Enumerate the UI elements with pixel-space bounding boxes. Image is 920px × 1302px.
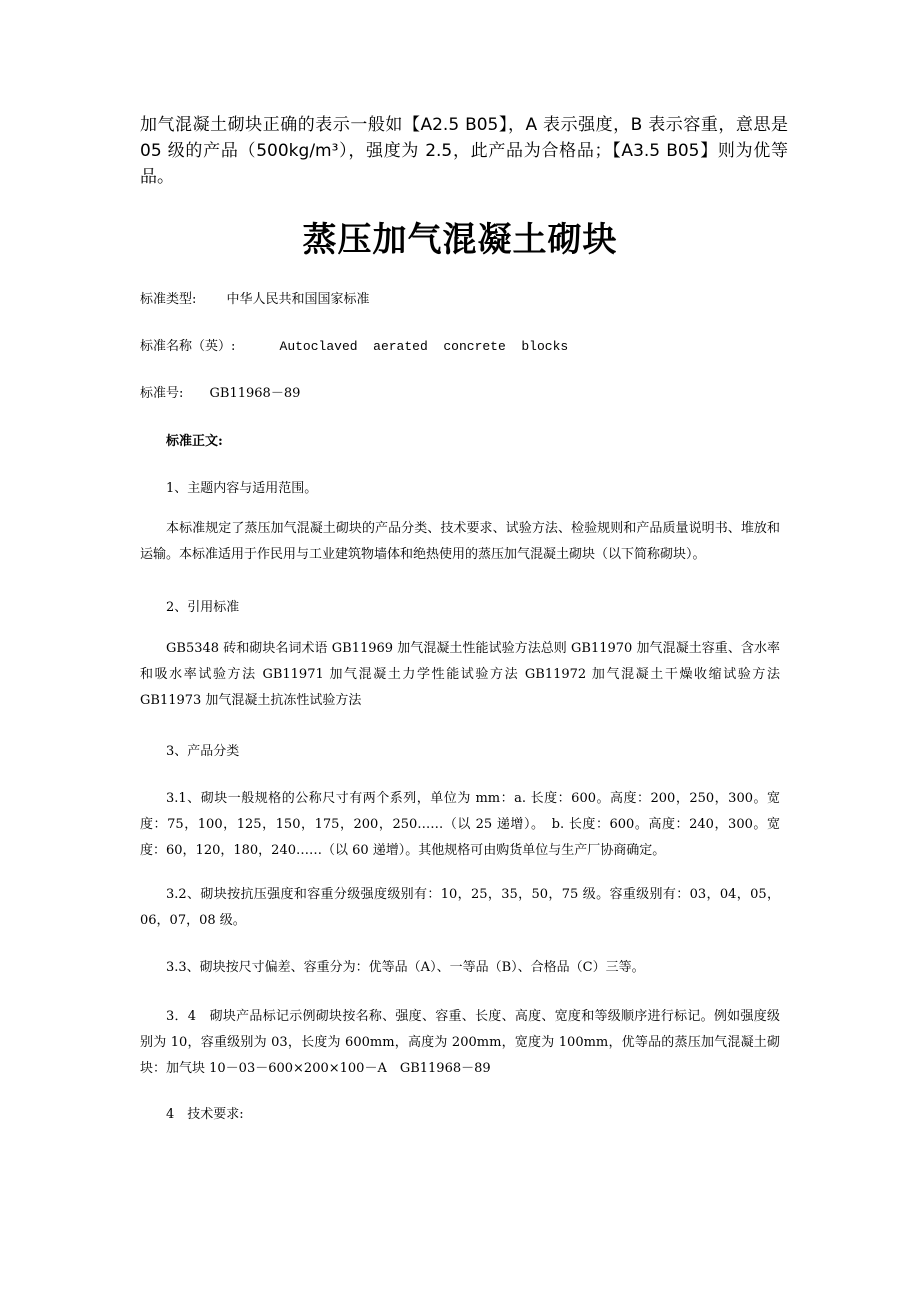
section-2-heading: 2、引用标准	[166, 600, 240, 615]
section-3-2-text: 3.2、砌块按抗压强度和容重分级强度级别有：10，25，35，50，75 级。容重级别有：03，04，05，06，07，08 级。	[140, 887, 780, 928]
section-1-heading: 1、主题内容与适用范围。	[166, 481, 318, 496]
standard-number-label: 标准号:	[140, 386, 184, 401]
body-heading: 标准正文:	[166, 434, 223, 449]
section-4-heading: 4 技术要求:	[166, 1107, 244, 1122]
section-3-1-text: 3.1、砌块一般规格的公称尺寸有两个系列，单位为 mm：a. 长度：600。高度：200，250，300。宽度：75，100，125，150，175，200，250……（以 25 递增）。 b. 长度：600。高度：240，300。宽度：60，120，180，240……（以 60 递增）。其他规格可由购货单位与生产厂协商确定。	[140, 791, 780, 858]
standard-number-row	[140, 382, 780, 401]
section-2-text: GB5348 砖和砌块名词术语 GB11969 加气混凝土性能试验方法总则 GB11970 加气混凝土容重、含水率和吸水率试验方法 GB11971 加气混凝土力学性能试验方法 GB11972 加气混凝土干燥收缩试验方法 GB11973 加气混凝土抗冻性试验方法	[140, 641, 780, 708]
standard-name-en-label: 标准名称（英）:	[140, 339, 236, 354]
section-3-4-text: 3．4 砌块产品标记示例砌块按名称、强度、容重、长度、高度、宽度和等级顺序进行标记。例如强度级别为 10，容重级别为 03，长度为 600mm，高度为 200mm，宽度为 100mm，优等品的蒸压加气混凝土砌块：加气块 10－03－600×200×100－A GB11968－89	[140, 1009, 780, 1076]
standard-type-value: 中华人民共和国国家标准	[226, 292, 370, 307]
section-3-heading: 3、产品分类	[166, 744, 240, 759]
standard-type-row	[140, 288, 780, 307]
intro-paragraph: 加气混凝土砌块正确的表示一般如【A2.5 B05】，A 表示强度，B 表示容重，意思是 05 级的产品（500kg/m³），强度为 2.5，此产品为合格品；【A3.5 B05】则为优等品。	[140, 115, 788, 187]
section-1-text: 本标准规定了蒸压加气混凝土砌块的产品分类、技术要求、试验方法、检验规则和产品质量说明书、堆放和运输。本标准适用于作民用与工业建筑物墙体和绝热使用的蒸压加气混凝土砌块（以下简称砌块）。	[140, 521, 780, 562]
standard-type-label: 标准类型:	[140, 292, 197, 307]
standard-name-en-value: Autoclaved aerated concrete blocks	[279, 339, 569, 354]
page-title: 蒸压加气混凝土砌块	[302, 220, 618, 260]
standard-number-value: GB11968－89	[209, 386, 301, 401]
standard-name-en-row	[140, 335, 780, 354]
section-3-3-text: 3.3、砌块按尺寸偏差、容重分为：优等品（A）、一等品（B）、合格品（C）三等。	[166, 960, 645, 975]
